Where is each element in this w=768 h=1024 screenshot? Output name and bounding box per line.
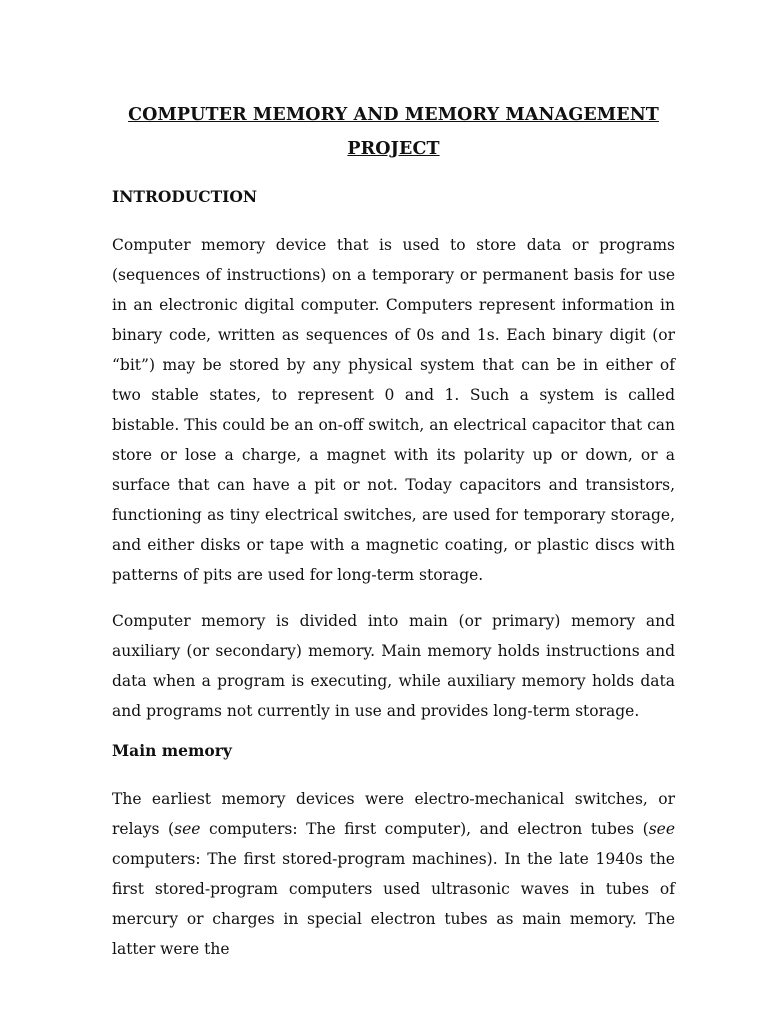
- see-reference-2: see: [648, 820, 676, 838]
- intro-paragraph-2: Computer memory is divided into main (or primary) memory and auxiliary (or secondary) memory. Main memory holds instructions and data when a program is executing, while auxiliary memory holds data and programs not currently in use and provides long-term storage.: [112, 612, 675, 720]
- main-memory-text-part-2: computers: The first computer), and electron tubes (: [200, 820, 649, 838]
- main-memory-text-part-1: The earliest memory devices were electro-mechanical switches, or relays (: [112, 790, 675, 838]
- see-reference-1: see: [174, 820, 201, 838]
- intro-paragraph-1: Computer memory device that is used to store data or programs (sequences of instructions) on a temporary or permanent basis for use in an electronic digital computer. Computers represent information in binary code, written as sequences of 0s and 1s. Each binary digit (or “bit”) may be stored by any physical system that can be in either of two stable states, to represent 0 and 1. Such a system is called bistable. This could be an on-off switch, an electrical capacitor that can store or lose a charge, a magnet with its polarity up or down, or a surface that can have a pit or not. Today capacitors and transistors, functioning as tiny electrical switches, are used for temporary storage, and either disks or tape with a magnetic coating, or plastic discs with patterns of pits are used for long-term storage.: [112, 236, 675, 584]
- document-title-line-1: COMPUTER MEMORY AND MEMORY MANAGEMENT: [128, 105, 659, 125]
- main-memory-paragraph: [112, 784, 675, 964]
- introduction-heading: INTRODUCTION: [112, 187, 258, 206]
- main-memory-heading: Main memory: [112, 741, 232, 760]
- main-memory-text-part-3: computers: The first stored-program machines). In the late 1940s the first stored-program computers used ultrasonic waves in tubes of mercury or charges in special electron tubes as main memory. The latter were the: [112, 850, 675, 958]
- document-title-line-2: PROJECT: [347, 139, 440, 159]
